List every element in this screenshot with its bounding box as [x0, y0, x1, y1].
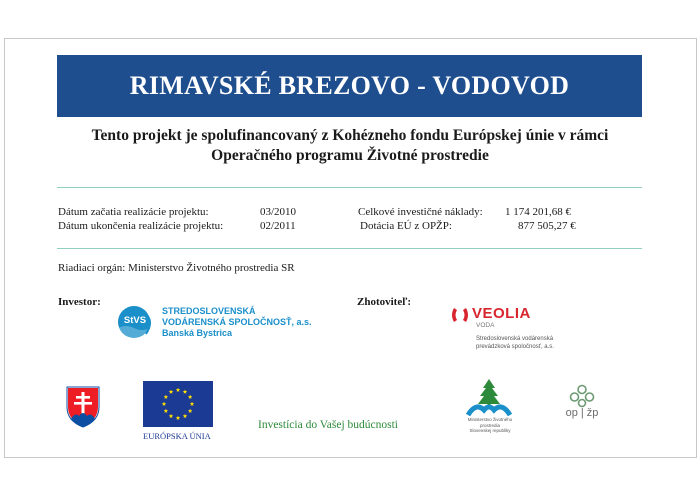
total-cost-value: 1 174 201,68 € — [505, 206, 571, 218]
veolia-symbol-icon — [450, 305, 470, 325]
start-date-value: 03/2010 — [260, 206, 297, 218]
opzp-text: op | žp — [565, 407, 599, 419]
slogan: Investícia do Vašej budúcnosti — [258, 419, 398, 431]
opzp-logo — [553, 384, 613, 424]
managing-body: Riadiaci orgán: Ministerstvo Životného prostredia SR — [58, 262, 295, 274]
total-cost-label: Celkové investičné náklady: — [358, 206, 483, 218]
eu-flag-icon — [143, 381, 213, 427]
project-title: RIMAVSKÉ BREZOVO - VODOVOD — [129, 71, 570, 100]
slovak-coat-of-arms-icon — [65, 385, 101, 429]
eu-grant-label: Dotácia EÚ z OPŽP: — [360, 220, 452, 232]
start-date-label: Dátum začatia realizácie projektu: — [58, 206, 209, 218]
funding-statement-line2: Operačného programu Životné prostredie — [211, 147, 489, 164]
stvs-abbr: StVS — [123, 315, 147, 326]
veolia-logo — [450, 303, 590, 355]
stvs-name-line2: VODÁRENSKÁ SPOLOČNOSŤ, a.s. — [162, 317, 312, 327]
eu-label: EURÓPSKA ÚNIA — [143, 431, 211, 441]
contractor-label: Zhotoviteľ: — [357, 296, 412, 308]
stvs-logo — [116, 304, 312, 344]
stvs-name-line3: Banská Bystrica — [162, 328, 233, 338]
funding-statement — [40, 126, 660, 166]
funding-statement-line1: Tento projekt je spolufinancovaný z Kohézneho fondu Európskej únie v rámci — [91, 127, 609, 144]
opzp-clover-icon — [569, 384, 595, 408]
ministry-name-line1: Ministerstvo životného prostredia — [467, 417, 513, 428]
veolia-desc-line2: prevádzková spoločnosť, a.s. — [476, 344, 554, 350]
veolia-brand-sub: VODA — [476, 322, 495, 329]
eu-grant-value: 877 505,27 € — [518, 220, 576, 232]
divider-top — [57, 187, 642, 188]
divider-bottom — [57, 248, 642, 249]
ministry-tree-icon — [464, 378, 514, 416]
ministry-logo — [458, 378, 528, 433]
stvs-name-line1: STREDOSLOVENSKÁ — [162, 306, 256, 316]
end-date-label: Dátum ukončenia realizácie projektu: — [58, 220, 224, 232]
veolia-desc-line1: Stredoslovenská vodárenská — [476, 336, 554, 342]
ministry-name-line2: Slovenskej republiky — [469, 428, 511, 433]
title-banner — [57, 55, 642, 117]
end-date-value: 02/2011 — [260, 220, 296, 232]
veolia-brand: VEOLIA — [472, 305, 531, 322]
investor-label: Investor: — [58, 296, 101, 308]
